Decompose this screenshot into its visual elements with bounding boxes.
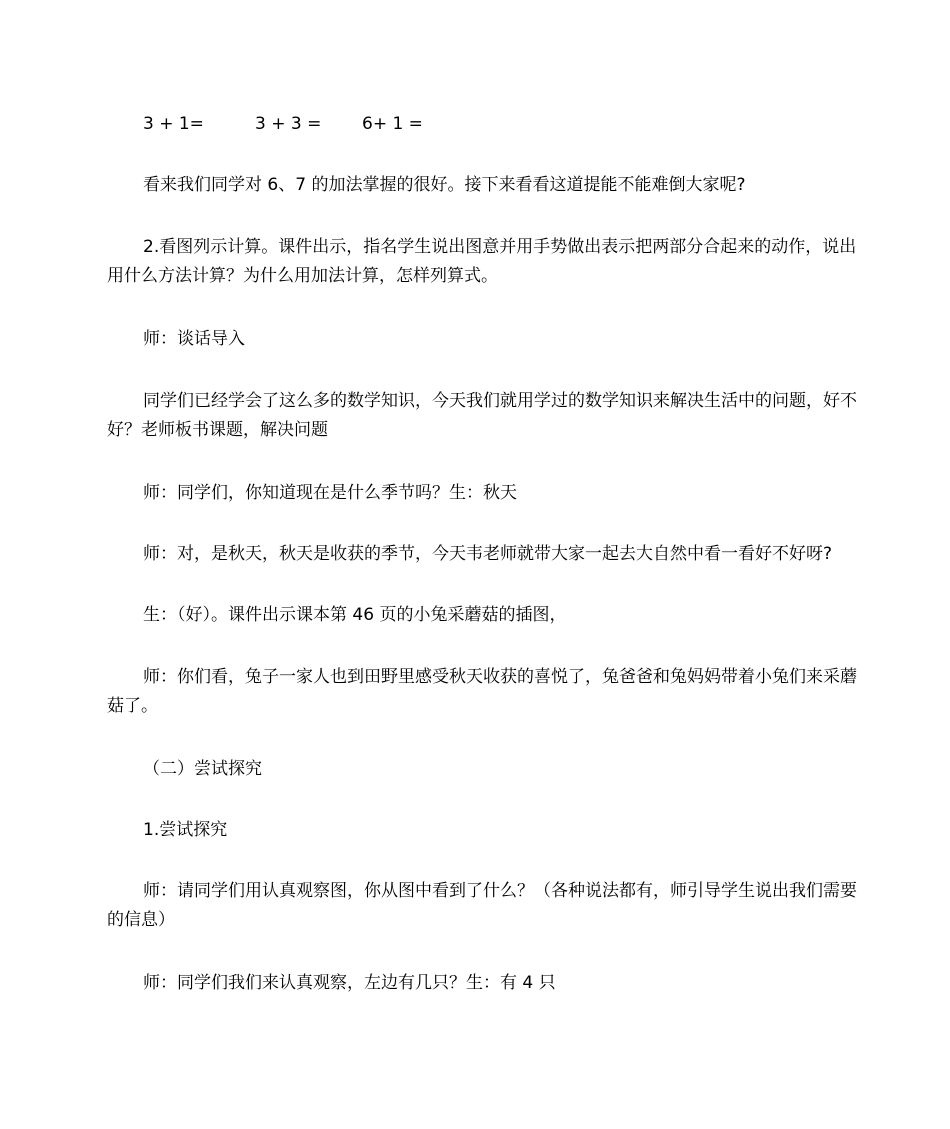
equation-1: 3 + 1=	[143, 114, 204, 134]
paragraph-12: 师：同学们我们来认真观察，左边有几只？生：有 4 只	[143, 973, 556, 993]
paragraph-6: 师：对，是秋天，秋天是收获的季节，今天韦老师就带大家一起去大自然中看一看好不好呀?	[143, 544, 833, 564]
paragraph-9: （二）尝试探究	[143, 759, 262, 779]
paragraph-11: 师：请同学们用认真观察图，你从图中看到了什么？（各种说法都有，师引导学生说出我们需要的信息）	[107, 881, 857, 930]
equation-2: 3 + 3 =	[255, 114, 322, 134]
equation-3: 6+ 1 =	[362, 114, 423, 134]
paragraph-5: 师：同学们，你知道现在是什么季节吗？生：秋天	[143, 483, 517, 503]
paragraph-8: 师：你们看，兔子一家人也到田野里感受秋天收获的喜悦了，兔爸爸和兔妈妈带着小兔们来采蘑菇了。	[107, 667, 857, 716]
paragraph-7: 生：（好）。课件出示课本第 46 页的小兔采蘑菇的插图，	[143, 605, 567, 625]
paragraph-2: 2.看图列示计算。课件出示，指名学生说出图意并用手势做出表示把两部分合起来的动作，说出用什么方法计算？为什么用加法计算，怎样列算式。	[107, 237, 857, 286]
paragraph-4: 同学们已经学会了这么多的数学知识，今天我们就用学过的数学知识来解决生活中的问题，好不好？老师板书课题，解决问题	[107, 391, 857, 440]
paragraph-3: 师：谈话导入	[143, 329, 245, 349]
paragraph-1: 看来我们同学对 6、7 的加法掌握的很好。接下来看看这道提能不能难倒大家呢?	[143, 175, 746, 195]
paragraph-10: 1.尝试探究	[143, 820, 228, 840]
equation-line	[143, 110, 423, 139]
